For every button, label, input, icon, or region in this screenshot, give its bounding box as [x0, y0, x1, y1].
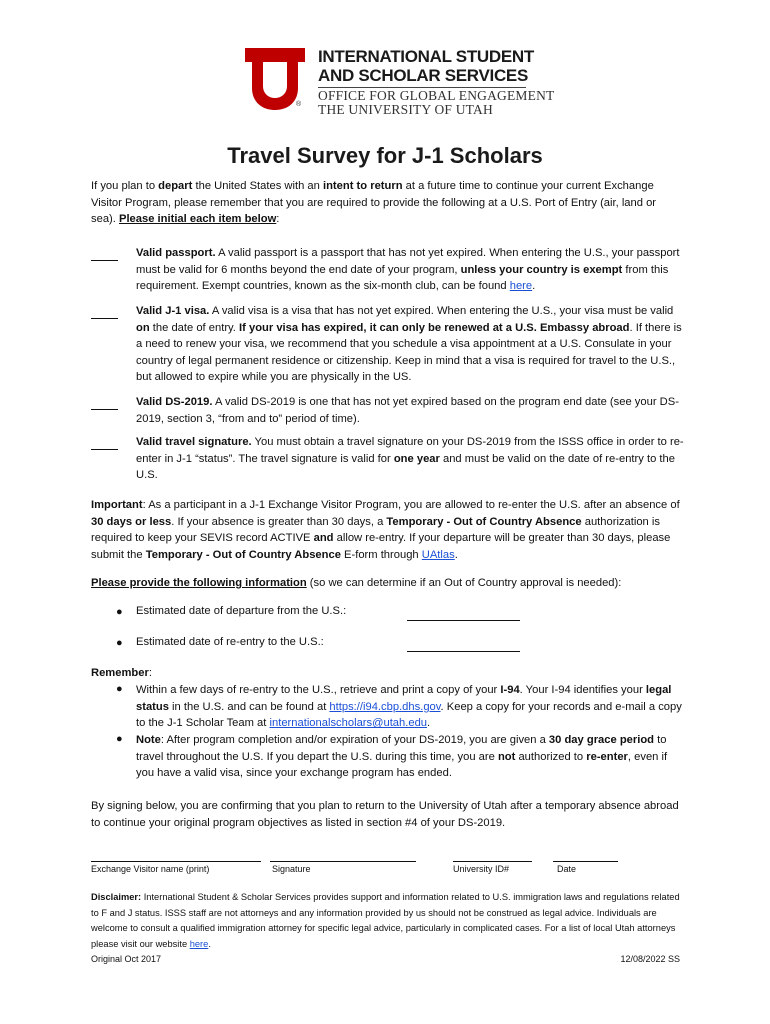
passport-here-link[interactable]: here	[509, 280, 533, 293]
bullet-departure: ●	[116, 606, 123, 618]
remember-grace-period-item: Note: After program completion and/or expiration of your DS-2019, you are given a 30 day grace period to travel throughout the U.S. If you depart the U.S. during this time, you are not authorized to re-enter, even if you have a valid visa, since your exchange program has ended.	[136, 734, 668, 780]
attorneys-here-link[interactable]: here	[189, 938, 209, 949]
initial-line-ds2019[interactable]	[91, 409, 118, 410]
date-line[interactable]	[553, 861, 618, 862]
visitor-name-line[interactable]	[91, 861, 261, 862]
visitor-name-label: Exchange Visitor name (print)	[91, 864, 210, 874]
bullet-reentry: ●	[116, 637, 123, 649]
item-valid-visa: Valid J-1 visa. A valid visa is a visa that has not yet expired. When entering the U.S., your visa must be valid on the date of entry. If your visa has expired, it can only be renewed at a U.S. Embassy abroad. If there is a need to renew your visa, we recommend that you schedule a visa appointment at a U.S. Consulate in your country of legal permanent residence or citizenship. Keep in mind that a visa is required for travel to the U.S., but allowed to expire while you are physically in the US.	[136, 305, 682, 384]
signature-line[interactable]	[270, 861, 416, 862]
scholars-email-link[interactable]: internationalscholars@utah.edu	[269, 717, 428, 730]
org-name-line2: AND SCHOLAR SERVICES	[318, 66, 528, 85]
initial-line-passport[interactable]	[91, 260, 118, 261]
departure-date-field[interactable]	[407, 620, 520, 621]
university-id-label: University ID#	[453, 864, 510, 874]
item-valid-travel-signature: Valid travel signature. You must obtain a travel signature on your DS-2019 from the ISSS office in order to re-enter in J-1 “status”. The travel signature is valid for one year and must be valid on the date of re-entry to the U.S.	[136, 436, 684, 482]
remember-heading: Remember:	[91, 667, 152, 679]
reentry-date-field[interactable]	[407, 651, 520, 652]
initial-line-visa[interactable]	[91, 318, 118, 319]
i94-link[interactable]: https://i94.cbp.dhs.gov	[329, 700, 441, 713]
provide-info-heading: Please provide the following information (so we can determine if an Out of Country approval is needed):	[91, 577, 622, 589]
disclaimer: Disclaimer: International Student & Scholar Services provides support and information related to U.S. immigration laws and regulations related to F and J status. ISSS staff are not attorneys and any information provided by us should not be construed as legal advice. Individuals are welcome to consult a qualified immigration attorney for specific legal advice, particularly in complicated cases. For a list of local Utah attorneys please visit our website here.	[91, 892, 680, 949]
intro-paragraph: If you plan to depart the United States with an intent to return at a future time to continue your current Exchange Visitor Program, please remember that you are required to provide the following at a U.S. Port of Entry (air, land or sea). Please initial each item below:	[91, 180, 657, 226]
remember-bullet-2: ●	[116, 733, 123, 745]
org-office-line: OFFICE FOR GLOBAL ENGAGEMENT	[318, 88, 555, 103]
item-valid-passport: Valid passport. A valid passport is a passport that has not yet expired. When entering the U.S., your passport must be valid for 6 months beyond the end date of your program, unless your country is exempt from this requirement. Exempt countries, known as the six-month club, can be found here.	[136, 247, 680, 293]
signature-label: Signature	[272, 864, 311, 874]
university-id-line[interactable]	[453, 861, 532, 862]
org-university-line: THE UNIVERSITY OF UTAH	[318, 102, 493, 117]
signing-statement: By signing below, you are confirming that you plan to return to the University of Utah after a temporary absence abroad to continue your original program objectives as listed in section #4 of your DS-2019.	[91, 800, 679, 829]
item-valid-ds2019: Valid DS-2019. A valid DS-2019 is one that has not yet expired based on the program end date (see your DS-2019, section 3, “from and to” period of time).	[136, 396, 679, 425]
reentry-date-label: Estimated date of re-entry to the U.S.:	[136, 636, 324, 648]
departure-date-label: Estimated date of departure from the U.S.:	[136, 605, 347, 617]
footer-original-date: Original Oct 2017	[91, 954, 162, 964]
footer-revision-date: 12/08/2022 SS	[620, 954, 680, 964]
uatlas-link[interactable]: UAtlas	[421, 548, 455, 561]
org-name-line1: INTERNATIONAL STUDENT	[318, 47, 534, 66]
registered-mark: ®	[296, 101, 302, 108]
important-paragraph: Important: As a participant in a J-1 Exchange Visitor Program, you are allowed to re-enter the U.S. after an absence of 30 days or less. If your absence is greater than 30 days, a Temporary - Out of Country Absence authorization is required to keep your SEVIS record ACTIVE and allow re-entry. If your departure will be greater than 30 days, please submit the Temporary - Out of Country Absence E-form through UAtlas.	[91, 499, 680, 561]
page-title: Travel Survey for J-1 Scholars	[227, 143, 543, 168]
date-label: Date	[557, 864, 577, 874]
remember-bullet-1: ●	[116, 683, 123, 695]
remember-i94-item: Within a few days of re-entry to the U.S., retrieve and print a copy of your I-94. Your I-94 identifies your legal status in the U.S. and can be found at https://i94.cbp.dhs.gov. Keep a copy for your records and e-mail a copy to the J-1 Scholar Team at internationalscholars@utah.edu.	[136, 684, 682, 730]
initial-line-signature[interactable]	[91, 449, 118, 450]
